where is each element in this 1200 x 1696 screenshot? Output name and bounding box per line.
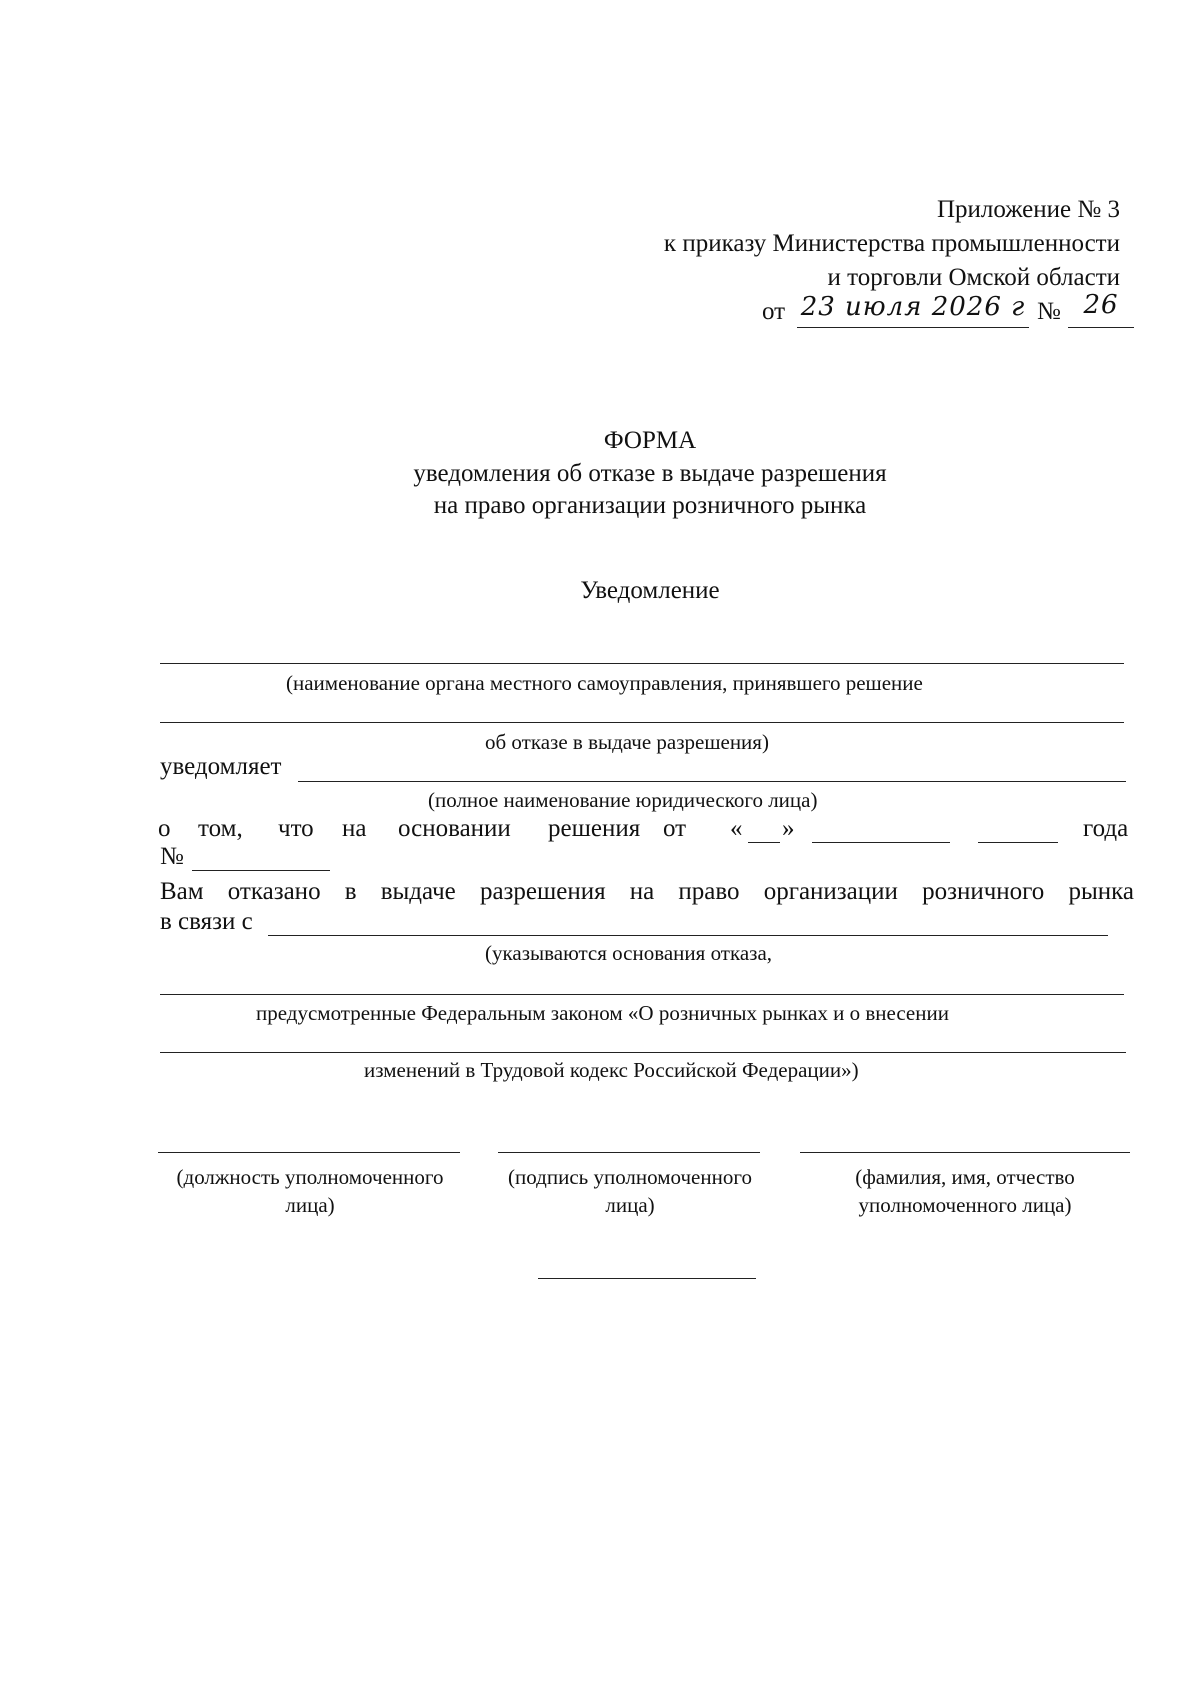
authority-line-2 [160,722,1124,723]
caption-reason-3: изменений в Трудовой кодекс Российской Федерации») [364,1058,859,1082]
authority-line-1 [160,663,1124,664]
date-line [797,327,1029,328]
word-tom: том, [198,815,243,842]
closing-divider [538,1278,756,1279]
caption-reason-1: (указываются основания отказа, [485,941,773,965]
entity-line [298,781,1126,782]
quote-close: » [782,815,795,842]
word-osnovanii: основании [398,815,511,842]
word-na: на [342,815,367,842]
form-subtitle-1: уведомления об отказе в выдаче разрешения [413,460,887,487]
handwritten-number: 26 [1083,290,1119,320]
name-sign-line [800,1152,1130,1153]
caption-name-2: уполномоченного лица) [858,1193,1072,1217]
form-title: ФОРМА [603,427,697,454]
decision-number-line [192,870,330,871]
position-sign-line [158,1152,460,1153]
notifies-label: уведомляет [160,753,282,780]
word-resheniya: решения [548,815,641,842]
reason-line-2 [160,994,1124,995]
quote-open: « [730,815,743,842]
signature-sign-line [498,1152,760,1153]
caption-authority-1: (наименование органа местного самоуправления, принявшего решение [286,671,923,695]
caption-signature-1: (подпись уполномоченного [508,1165,752,1189]
ministry-name: и торговли Омской области [827,264,1120,291]
refusal-text: Вам отказано в выдаче разрешения на право организации розничного рынка [160,878,1134,905]
appendix-number: Приложение № 3 [936,196,1120,223]
year-line [978,842,1058,843]
word-chto: что [278,815,314,842]
caption-entity: (полное наименование юридического лица) [428,788,818,812]
reason-line-3 [160,1052,1126,1053]
number-line [1068,327,1134,328]
day-line [748,842,780,843]
form-subtitle-2: на право организации розничного рынка [433,492,867,519]
word-o: о [158,815,171,842]
date-prefix: от [762,298,786,325]
month-line [812,842,950,843]
in-connection-label: в связи с [160,908,253,935]
caption-signature-2: лица) [605,1193,655,1217]
handwritten-date: 23 июля 2026 г [800,292,1026,322]
caption-position-1: (должность уполномоченного [176,1165,444,1189]
caption-name-1: (фамилия, имя, отчество [855,1165,1075,1189]
reason-line-1 [268,935,1108,936]
caption-reason-2: предусмотренные Федеральным законом «О розничных рынках и о внесении [256,1001,949,1025]
order-reference: к приказу Министерства промышленности [663,230,1120,257]
number-prefix: № [1037,298,1061,325]
number-sign: № [160,843,184,870]
caption-position-2: лица) [285,1193,335,1217]
word-goda: года [1083,815,1129,842]
caption-authority-2: об отказе в выдаче разрешения) [485,730,769,754]
notice-heading: Уведомление [580,577,720,604]
word-ot: от [663,815,687,842]
